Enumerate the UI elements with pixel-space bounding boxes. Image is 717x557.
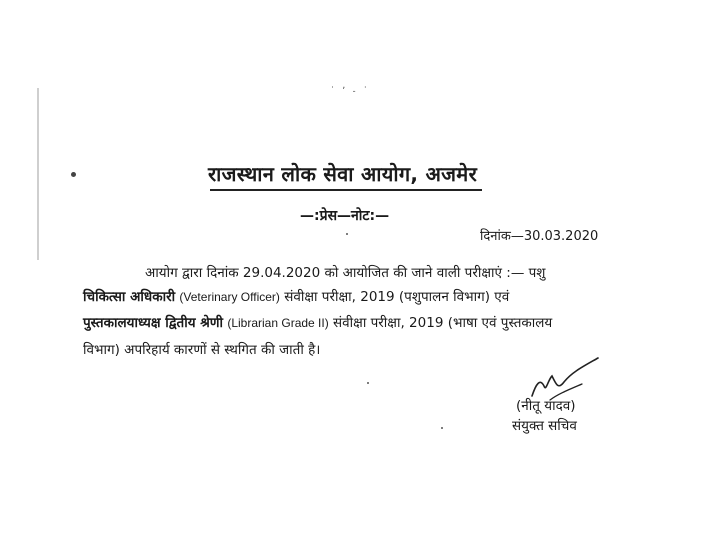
document-title: राजस्थान लोक सेवा आयोग, अजमेर [208,162,478,186]
scan-dot [367,382,369,384]
signatory-designation: संयुक्त सचिव [512,418,577,434]
press-note-heading: —:प्रेस—नोट:— [300,208,390,224]
scan-edge [37,88,39,260]
body-line-4: विभाग) अपरिहार्य कारणों से स्थगित की जाती है। [83,342,321,358]
post-name-veterinary-english: (Veterinary Officer) [179,290,280,304]
body-line-3 [83,313,552,331]
scan-dot [441,427,443,429]
scan-marks: ˙ ʼ ˗ ˙ [330,86,370,97]
scan-dot [346,233,348,235]
signatory-name: (नीतू यादव) [516,398,576,414]
body-line-2 [83,287,509,305]
body-line-2-rest: संवीक्षा परीक्षा, 2019 (पशुपालन विभाग) एवं [279,289,510,305]
body-line-1: आयोग द्वारा दिनांक 29.04.2020 को आयोजित की जाने वाली परीक्षाएं :— पशु [145,265,546,281]
document-date: दिनांक—30.03.2020 [480,229,599,244]
post-name-librarian-english: (Librarian Grade II) [227,316,329,330]
body-line-3-rest: संवीक्षा परीक्षा, 2019 (भाषा एवं पुस्तकालय [328,315,553,331]
title-underline [210,189,482,191]
post-name-veterinary: चिकित्सा अधिकारी [83,289,176,305]
post-name-librarian: पुस्तकालयाध्यक्ष द्वितीय श्रेणी [83,315,224,331]
scan-speck [71,172,76,177]
